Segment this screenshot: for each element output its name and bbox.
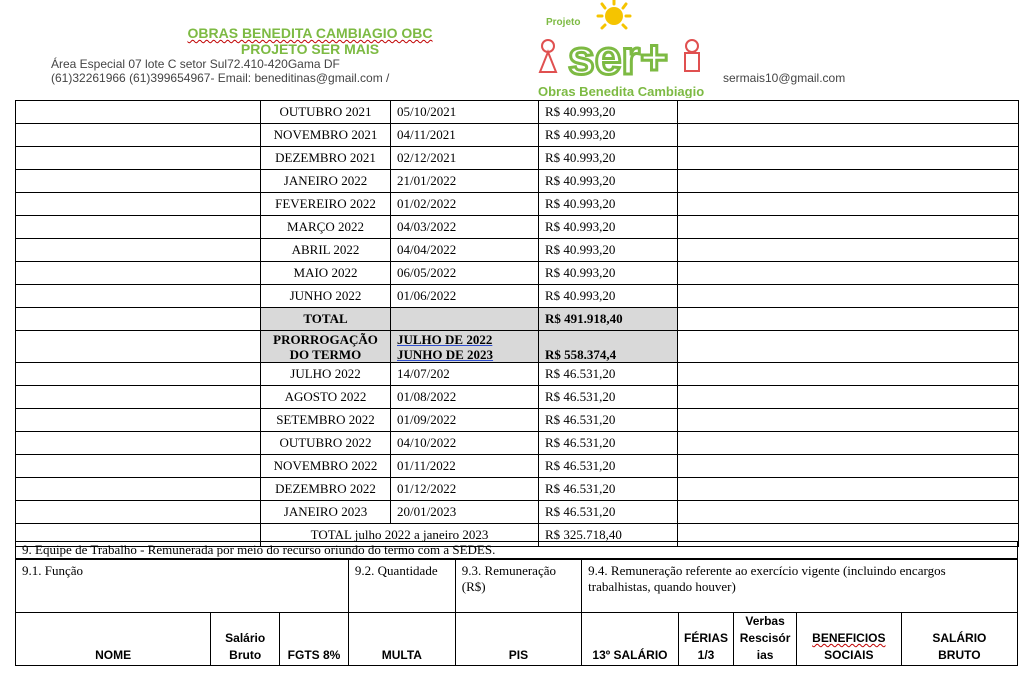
schedule-row bbox=[16, 478, 1019, 501]
schedule-row bbox=[16, 363, 1019, 386]
contacts-line: (61)32261966 (61)399654967- Email: beneditinas@gmail.com / bbox=[51, 71, 390, 85]
col-ferias: FÉRIAS 1/3 bbox=[678, 613, 733, 666]
value-cell: R$ 46.531,20 bbox=[539, 455, 678, 478]
total2-row: TOTAL julho 2022 a janeiro 2023 R$ 325.718,40 bbox=[16, 524, 1019, 547]
child-figure-right-icon bbox=[685, 40, 699, 71]
col-salario-bruto: Salário Bruto bbox=[211, 613, 280, 666]
col-multa: MULTA bbox=[348, 613, 455, 666]
month-cell: OUTUBRO 2022 bbox=[261, 432, 391, 455]
month-cell: JANEIRO 2023 bbox=[261, 501, 391, 524]
month-cell: JUNHO 2022 bbox=[261, 285, 391, 308]
schedule-row bbox=[16, 501, 1019, 524]
team-table bbox=[15, 541, 1018, 666]
value-cell: R$ 40.993,20 bbox=[539, 285, 678, 308]
date-cell: 01/06/2022 bbox=[391, 285, 539, 308]
disbursement-schedule-table bbox=[15, 100, 1019, 547]
schedule-row bbox=[16, 124, 1019, 147]
schedule-row bbox=[16, 216, 1019, 239]
value-cell: R$ 46.531,20 bbox=[539, 386, 678, 409]
date-cell: 01/02/2022 bbox=[391, 193, 539, 216]
schedule-row bbox=[16, 239, 1019, 262]
total-row: TOTAL R$ 491.918,40 bbox=[16, 308, 1019, 331]
col-quantidade: 9.2. Quantidade bbox=[348, 560, 455, 613]
org-name: OBRAS BENEDITA CAMBIAGIO OBC bbox=[187, 25, 433, 41]
ser-mais-logo bbox=[532, 0, 717, 98]
month-cell: JULHO 2022 bbox=[261, 363, 391, 386]
schedule-row bbox=[16, 193, 1019, 216]
date-cell: 01/12/2022 bbox=[391, 478, 539, 501]
date-cell: 04/10/2022 bbox=[391, 432, 539, 455]
value-cell: R$ 46.531,20 bbox=[539, 432, 678, 455]
secondary-email: sermais10@gmail.com bbox=[723, 71, 846, 85]
schedule-row bbox=[16, 386, 1019, 409]
month-cell: MAIO 2022 bbox=[261, 262, 391, 285]
value-cell: R$ 40.993,20 bbox=[539, 216, 678, 239]
logo-caption: Obras Benedita Cambiagio bbox=[538, 84, 705, 98]
schedule-row bbox=[16, 285, 1019, 308]
value-cell: R$ 46.531,20 bbox=[539, 501, 678, 524]
month-cell: DEZEMBRO 2021 bbox=[261, 147, 391, 170]
month-cell: NOVEMBRO 2021 bbox=[261, 124, 391, 147]
date-cell: 06/05/2022 bbox=[391, 262, 539, 285]
col-decimo: 13º SALÁRIO bbox=[582, 613, 679, 666]
month-cell: SETEMBRO 2022 bbox=[261, 409, 391, 432]
schedule-row bbox=[16, 170, 1019, 193]
date-cell: 01/11/2022 bbox=[391, 455, 539, 478]
col-fgts: FGTS 8% bbox=[280, 613, 349, 666]
col-pis: PIS bbox=[455, 613, 581, 666]
team-section-title: 9. Equipe de Trabalho - Remunerada por meio do recurso oriundo do termo com a SEDES. bbox=[16, 542, 1018, 559]
month-cell: DEZEMBRO 2022 bbox=[261, 478, 391, 501]
date-cell: 01/08/2022 bbox=[391, 386, 539, 409]
project-name: PROJETO SER MAIS bbox=[240, 41, 380, 57]
date-cell: 21/01/2022 bbox=[391, 170, 539, 193]
month-cell: ABRIL 2022 bbox=[261, 239, 391, 262]
child-figure-left-icon bbox=[540, 40, 556, 72]
value-cell: R$ 46.531,20 bbox=[539, 409, 678, 432]
address-line: Área Especial 07 lote C setor Sul72.410-420Gama DF bbox=[51, 57, 340, 71]
col-remuneracao-vigente: 9.4. Remuneração referente ao exercício vigente (incluindo encargos trabalhistas, quando houver) bbox=[582, 560, 1018, 613]
col-salario: SALÁRIO BRUTO bbox=[901, 613, 1017, 666]
schedule-row bbox=[16, 432, 1019, 455]
logo-brand: ser+ bbox=[568, 32, 669, 85]
date-cell: 05/10/2021 bbox=[391, 101, 539, 124]
date-cell: 04/11/2021 bbox=[391, 124, 539, 147]
schedule-row bbox=[16, 262, 1019, 285]
col-funcao: 9.1. Função bbox=[16, 560, 349, 613]
logo-small-label: Projeto bbox=[546, 17, 581, 28]
value-cell: R$ 46.531,20 bbox=[539, 363, 678, 386]
month-cell: OUTUBRO 2021 bbox=[261, 101, 391, 124]
date-cell: 20/01/2023 bbox=[391, 501, 539, 524]
schedule-row bbox=[16, 455, 1019, 478]
col-beneficios: BENEFICIOS SOCIAIS bbox=[796, 613, 901, 666]
month-cell: FEVEREIRO 2022 bbox=[261, 193, 391, 216]
value-cell: R$ 40.993,20 bbox=[539, 170, 678, 193]
date-cell: 02/12/2021 bbox=[391, 147, 539, 170]
value-cell: R$ 40.993,20 bbox=[539, 239, 678, 262]
schedule-row bbox=[16, 409, 1019, 432]
month-cell: JANEIRO 2022 bbox=[261, 170, 391, 193]
month-cell: AGOSTO 2022 bbox=[261, 386, 391, 409]
col-verbas: Verbas Rescisór ias bbox=[734, 613, 797, 666]
date-cell: 14/07/202 bbox=[391, 363, 539, 386]
schedule-row bbox=[16, 101, 1019, 124]
extension-row: PRORROGAÇÃO DO TERMO JULHO DE 2022 JUNHO DE 2023 R$ 558.374,4 bbox=[16, 331, 1019, 363]
month-cell: NOVEMBRO 2022 bbox=[261, 455, 391, 478]
sun-icon bbox=[598, 0, 630, 28]
value-cell: R$ 40.993,20 bbox=[539, 101, 678, 124]
month-cell: MARÇO 2022 bbox=[261, 216, 391, 239]
value-cell: R$ 40.993,20 bbox=[539, 193, 678, 216]
col-remuneracao: 9.3. Remuneração (R$) bbox=[455, 560, 581, 613]
date-cell: 04/03/2022 bbox=[391, 216, 539, 239]
schedule-row bbox=[16, 147, 1019, 170]
value-cell: R$ 40.993,20 bbox=[539, 262, 678, 285]
value-cell: R$ 40.993,20 bbox=[539, 147, 678, 170]
date-cell: 01/09/2022 bbox=[391, 409, 539, 432]
value-cell: R$ 46.531,20 bbox=[539, 478, 678, 501]
date-cell: 04/04/2022 bbox=[391, 239, 539, 262]
value-cell: R$ 40.993,20 bbox=[539, 124, 678, 147]
col-nome: NOME bbox=[16, 613, 211, 666]
